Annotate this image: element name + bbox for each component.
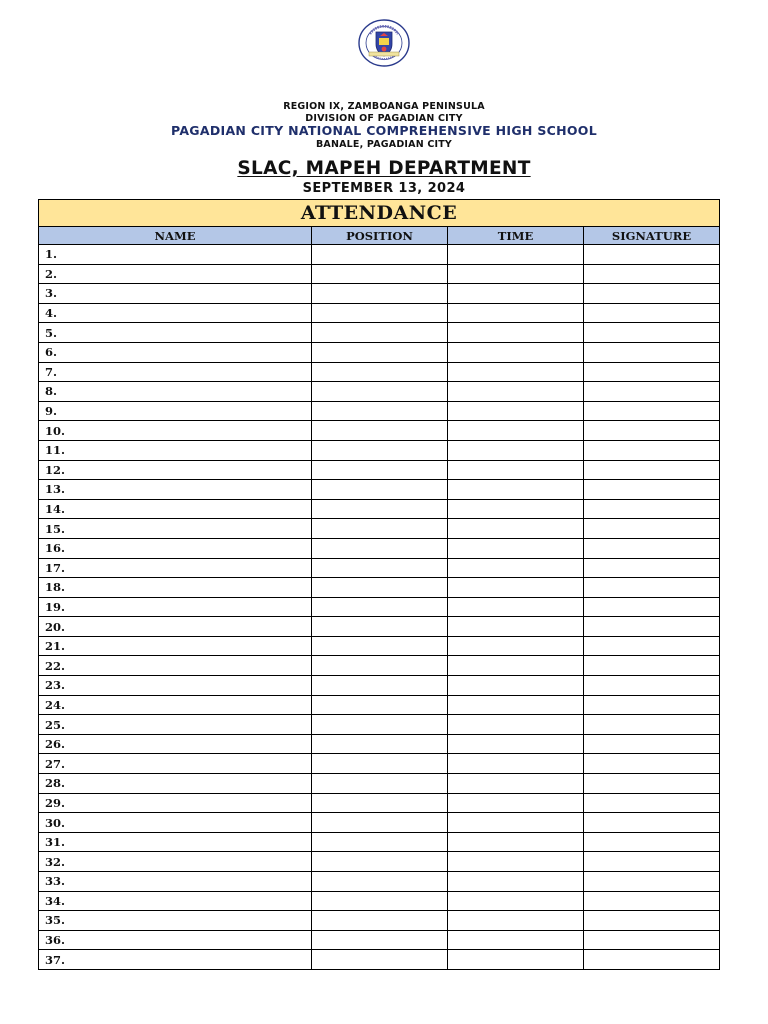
time-cell[interactable] xyxy=(448,323,584,343)
table-row xyxy=(39,578,720,598)
signature-cell[interactable] xyxy=(584,734,720,754)
table-row xyxy=(39,421,720,441)
time-cell[interactable] xyxy=(448,676,584,696)
name-cell[interactable]: 27. xyxy=(39,754,312,774)
signature-cell[interactable] xyxy=(584,499,720,519)
position-cell[interactable] xyxy=(312,382,448,402)
time-cell[interactable] xyxy=(448,401,584,421)
name-cell[interactable]: 35. xyxy=(39,911,312,931)
signature-cell[interactable] xyxy=(584,323,720,343)
position-cell[interactable] xyxy=(312,911,448,931)
position-cell[interactable] xyxy=(312,538,448,558)
signature-cell[interactable] xyxy=(584,950,720,970)
name-cell[interactable]: 17. xyxy=(39,558,312,578)
signature-cell[interactable] xyxy=(584,656,720,676)
table-row xyxy=(39,636,720,656)
position-cell[interactable] xyxy=(312,617,448,637)
position-cell[interactable] xyxy=(312,852,448,872)
name-cell[interactable]: 22. xyxy=(39,656,312,676)
time-cell[interactable] xyxy=(448,558,584,578)
name-cell[interactable]: 19. xyxy=(39,597,312,617)
position-cell[interactable] xyxy=(312,480,448,500)
position-cell[interactable] xyxy=(312,519,448,539)
name-cell[interactable]: 11. xyxy=(39,440,312,460)
table-row xyxy=(39,245,720,265)
position-cell[interactable] xyxy=(312,872,448,892)
school-address: BANALE, PAGADIAN CITY xyxy=(315,139,453,150)
signature-cell[interactable] xyxy=(584,460,720,480)
signature-cell[interactable] xyxy=(584,538,720,558)
position-cell[interactable] xyxy=(312,362,448,382)
signature-cell[interactable] xyxy=(584,558,720,578)
time-cell[interactable] xyxy=(448,538,584,558)
attendance-banner-row xyxy=(39,200,720,227)
table-row xyxy=(39,793,720,813)
region-line: REGION IX, ZAMBOANGA PENINSULA xyxy=(283,101,485,112)
name-cell[interactable]: 18. xyxy=(39,578,312,598)
document-title: SLAC, MAPEH DEPARTMENT xyxy=(237,158,531,179)
position-cell[interactable] xyxy=(312,715,448,735)
table-row xyxy=(39,676,720,696)
table-row xyxy=(39,695,720,715)
time-cell[interactable] xyxy=(448,832,584,852)
position-cell[interactable] xyxy=(312,636,448,656)
time-cell[interactable] xyxy=(448,950,584,970)
table-row xyxy=(39,774,720,794)
time-cell[interactable] xyxy=(448,597,584,617)
table-row xyxy=(39,656,720,676)
table-row xyxy=(39,499,720,519)
name-cell[interactable]: 33. xyxy=(39,872,312,892)
table-row xyxy=(39,264,720,284)
name-cell[interactable]: 25. xyxy=(39,715,312,735)
column-header-row xyxy=(39,227,720,245)
table-row xyxy=(39,930,720,950)
signature-cell[interactable] xyxy=(584,852,720,872)
time-cell[interactable] xyxy=(448,656,584,676)
table-row xyxy=(39,558,720,578)
table-row xyxy=(39,538,720,558)
time-cell[interactable] xyxy=(448,695,584,715)
position-cell[interactable] xyxy=(312,832,448,852)
table-row xyxy=(39,911,720,931)
time-cell[interactable] xyxy=(448,499,584,519)
table-row xyxy=(39,284,720,304)
position-cell[interactable] xyxy=(312,323,448,343)
signature-cell[interactable] xyxy=(584,264,720,284)
table-row xyxy=(39,519,720,539)
column-header-name: NAME xyxy=(39,227,312,245)
name-cell[interactable]: 21. xyxy=(39,636,312,656)
time-cell[interactable] xyxy=(448,793,584,813)
time-cell[interactable] xyxy=(448,421,584,441)
signature-cell[interactable] xyxy=(584,930,720,950)
signature-cell[interactable] xyxy=(584,303,720,323)
table-row xyxy=(39,597,720,617)
table-row xyxy=(39,891,720,911)
name-cell[interactable]: 3. xyxy=(39,284,312,304)
signature-cell[interactable] xyxy=(584,245,720,265)
name-cell[interactable]: 15. xyxy=(39,519,312,539)
signature-cell[interactable] xyxy=(584,676,720,696)
signature-cell[interactable] xyxy=(584,401,720,421)
table-row xyxy=(39,617,720,637)
position-cell[interactable] xyxy=(312,597,448,617)
signature-cell[interactable] xyxy=(584,636,720,656)
position-cell[interactable] xyxy=(312,421,448,441)
name-cell[interactable]: 5. xyxy=(39,323,312,343)
table-row xyxy=(39,382,720,402)
signature-cell[interactable] xyxy=(584,832,720,852)
table-row xyxy=(39,872,720,892)
time-cell[interactable] xyxy=(448,578,584,598)
time-cell[interactable] xyxy=(448,342,584,362)
time-cell[interactable] xyxy=(448,813,584,833)
time-cell[interactable] xyxy=(448,440,584,460)
signature-cell[interactable] xyxy=(584,774,720,794)
signature-cell[interactable] xyxy=(584,480,720,500)
name-cell[interactable]: 36. xyxy=(39,930,312,950)
time-cell[interactable] xyxy=(448,480,584,500)
time-cell[interactable] xyxy=(448,460,584,480)
table-row xyxy=(39,950,720,970)
position-cell[interactable] xyxy=(312,891,448,911)
name-cell[interactable]: 13. xyxy=(39,480,312,500)
position-cell[interactable] xyxy=(312,950,448,970)
name-cell[interactable]: 31. xyxy=(39,832,312,852)
signature-cell[interactable] xyxy=(584,872,720,892)
signature-cell[interactable] xyxy=(584,597,720,617)
name-cell[interactable]: 16. xyxy=(39,538,312,558)
position-cell[interactable] xyxy=(312,793,448,813)
school-name: PAGADIAN CITY NATIONAL COMPREHENSIVE HIGH SCHOOL xyxy=(171,123,597,138)
time-cell[interactable] xyxy=(448,930,584,950)
position-cell[interactable] xyxy=(312,284,448,304)
time-cell[interactable] xyxy=(448,264,584,284)
signature-cell[interactable] xyxy=(584,891,720,911)
name-cell[interactable]: 12. xyxy=(39,460,312,480)
signature-cell[interactable] xyxy=(584,421,720,441)
table-row xyxy=(39,754,720,774)
name-cell[interactable]: 6. xyxy=(39,342,312,362)
time-cell[interactable] xyxy=(448,715,584,735)
position-cell[interactable] xyxy=(312,656,448,676)
signature-cell[interactable] xyxy=(584,284,720,304)
table-row xyxy=(39,362,720,382)
signature-cell[interactable] xyxy=(584,342,720,362)
attendance-table xyxy=(38,199,720,970)
time-cell[interactable] xyxy=(448,382,584,402)
signature-cell[interactable] xyxy=(584,578,720,598)
table-row xyxy=(39,440,720,460)
signature-cell[interactable] xyxy=(584,382,720,402)
position-cell[interactable] xyxy=(312,440,448,460)
position-cell[interactable] xyxy=(312,303,448,323)
name-cell[interactable]: 1. xyxy=(39,245,312,265)
position-cell[interactable] xyxy=(312,930,448,950)
time-cell[interactable] xyxy=(448,774,584,794)
position-cell[interactable] xyxy=(312,460,448,480)
table-row xyxy=(39,852,720,872)
name-cell[interactable]: 30. xyxy=(39,813,312,833)
name-cell[interactable]: 2. xyxy=(39,264,312,284)
position-cell[interactable] xyxy=(312,401,448,421)
table-row xyxy=(39,401,720,421)
signature-cell[interactable] xyxy=(584,911,720,931)
table-row xyxy=(39,715,720,735)
name-cell[interactable]: 34. xyxy=(39,891,312,911)
name-cell[interactable]: 4. xyxy=(39,303,312,323)
table-row xyxy=(39,832,720,852)
time-cell[interactable] xyxy=(448,872,584,892)
name-cell[interactable]: 20. xyxy=(39,617,312,637)
signature-cell[interactable] xyxy=(584,754,720,774)
name-cell[interactable]: 8. xyxy=(39,382,312,402)
position-cell[interactable] xyxy=(312,245,448,265)
column-header-signature: SIGNATURE xyxy=(584,227,720,245)
deped-seal-logo xyxy=(357,18,411,68)
position-cell[interactable] xyxy=(312,754,448,774)
position-cell[interactable] xyxy=(312,813,448,833)
division-line: DIVISION OF PAGADIAN CITY xyxy=(305,113,463,124)
position-cell[interactable] xyxy=(312,695,448,715)
time-cell[interactable] xyxy=(448,911,584,931)
name-cell[interactable]: 14. xyxy=(39,499,312,519)
time-cell[interactable] xyxy=(448,734,584,754)
signature-cell[interactable] xyxy=(584,440,720,460)
position-cell[interactable] xyxy=(312,676,448,696)
name-cell[interactable]: 9. xyxy=(39,401,312,421)
position-cell[interactable] xyxy=(312,578,448,598)
table-row xyxy=(39,480,720,500)
signature-cell[interactable] xyxy=(584,362,720,382)
table-row xyxy=(39,734,720,754)
time-cell[interactable] xyxy=(448,636,584,656)
time-cell[interactable] xyxy=(448,852,584,872)
signature-cell[interactable] xyxy=(584,715,720,735)
name-cell[interactable]: 10. xyxy=(39,421,312,441)
position-cell[interactable] xyxy=(312,264,448,284)
signature-cell[interactable] xyxy=(584,793,720,813)
time-cell[interactable] xyxy=(448,891,584,911)
table-row xyxy=(39,813,720,833)
position-cell[interactable] xyxy=(312,558,448,578)
name-cell[interactable]: 26. xyxy=(39,734,312,754)
signature-cell[interactable] xyxy=(584,617,720,637)
column-header-position: POSITION xyxy=(312,227,448,245)
name-cell[interactable]: 37. xyxy=(39,950,312,970)
signature-cell[interactable] xyxy=(584,695,720,715)
attendance-rows xyxy=(39,245,720,970)
attendance-banner: ATTENDANCE xyxy=(39,200,720,227)
time-cell[interactable] xyxy=(448,617,584,637)
name-cell[interactable]: 29. xyxy=(39,793,312,813)
name-cell[interactable]: 24. xyxy=(39,695,312,715)
name-cell[interactable]: 7. xyxy=(39,362,312,382)
time-cell[interactable] xyxy=(448,284,584,304)
position-cell[interactable] xyxy=(312,499,448,519)
name-cell[interactable]: 23. xyxy=(39,676,312,696)
time-cell[interactable] xyxy=(448,303,584,323)
time-cell[interactable] xyxy=(448,519,584,539)
table-row xyxy=(39,342,720,362)
name-cell[interactable]: 32. xyxy=(39,852,312,872)
document-date: SEPTEMBER 13, 2024 xyxy=(302,181,466,196)
table-row xyxy=(39,303,720,323)
position-cell[interactable] xyxy=(312,774,448,794)
time-cell[interactable] xyxy=(448,754,584,774)
signature-cell[interactable] xyxy=(584,519,720,539)
time-cell[interactable] xyxy=(448,245,584,265)
name-cell[interactable]: 28. xyxy=(39,774,312,794)
column-header-time: TIME xyxy=(448,227,584,245)
time-cell[interactable] xyxy=(448,362,584,382)
position-cell[interactable] xyxy=(312,342,448,362)
position-cell[interactable] xyxy=(312,734,448,754)
table-row xyxy=(39,460,720,480)
table-row xyxy=(39,323,720,343)
signature-cell[interactable] xyxy=(584,813,720,833)
